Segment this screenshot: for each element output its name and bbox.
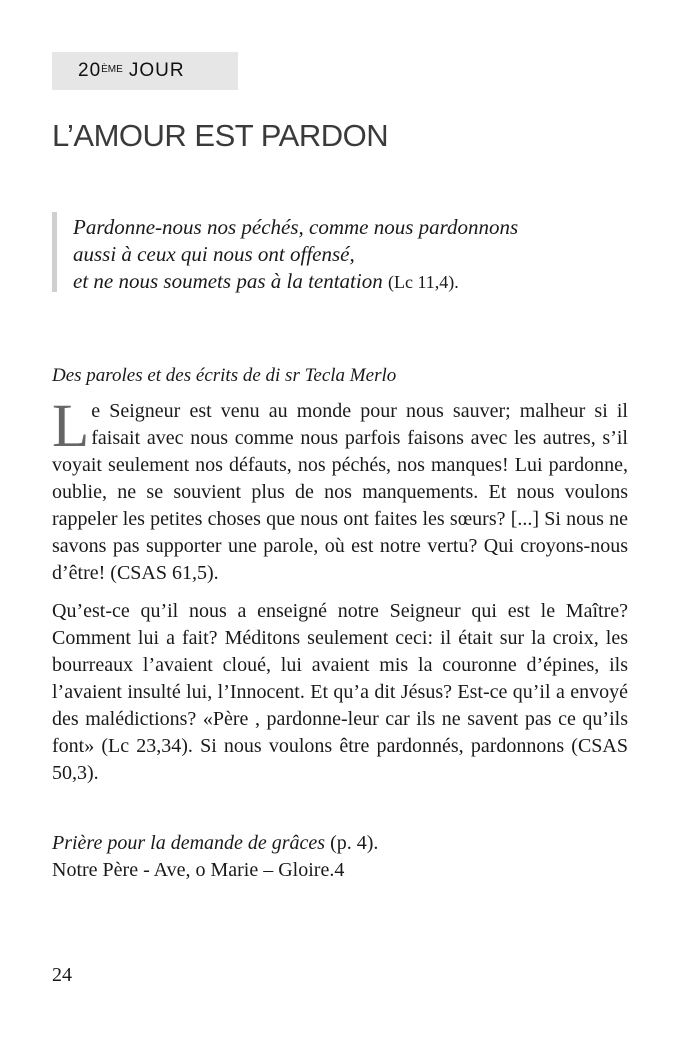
day-superscript: ÈME (101, 63, 123, 75)
prayer-label: Prière pour la demande de grâces (52, 832, 326, 854)
quote-bar (52, 212, 57, 292)
prayer-block (52, 830, 378, 884)
page-title: L’AMOUR EST PARDON (52, 118, 389, 153)
page-number: 24 (52, 964, 72, 986)
quote-line-3 (73, 268, 633, 296)
section-heading: Des paroles et des écrits de di sr Tecla Merlo (52, 365, 397, 386)
prayer-line-1 (52, 830, 378, 857)
prayer-reference: (p. 4). (325, 832, 379, 854)
body-text (52, 393, 628, 798)
quote-line-1: Pardonne-nous nos péchés, comme nous pardonnons (73, 215, 519, 239)
quote-reference: (Lc 11,4). (387, 272, 459, 292)
paragraph-1 (52, 393, 628, 587)
quote-line-2: aussi à ceux qui nous ont offensé, (73, 242, 355, 266)
prayer-line-2: Notre Père - Ave, o Marie – Gloire.4 (52, 859, 345, 881)
scripture-quote (73, 214, 633, 296)
paragraph-2: Qu’est-ce qu’il nous a enseigné notre Seigneur qui est le Maître? Comment lui a fait? Méditons seulement ceci: il était sur la croix, les bourreaux l’avaient cloué, lui avaient mis la couronne d’épines, ils l’avaient insulté lui, l’Innocent. Et qu’a dit Jésus? Est-ce qu’il a envoyé des malédictions? «Père , pardonne-leur car ils ne savent pas ce qu’ils font» (Lc 23,34). Si nous voulons être pardonnés, pardonnons (CSAS 50,3). (52, 600, 628, 784)
quote-line-3-text: et ne nous soumets pas à la tentation (73, 269, 383, 293)
drop-cap: L (52, 393, 90, 460)
paragraph-1-text: e Seigneur est venu au monde pour nous sauver; malheur si il faisait avec nous comme nous parfois faisons avec les autres, s’il voyait seulement nos défauts, nos péchés, nos manques! Lui pardonne, oublie, ne se souvient plus de nos manquements. Et nous voulons rappeler les petites choses que nous ont faites les sœurs? [...] Si nous ne savons pas supporter une parole, où est notre vertu? Qui croyons-nous d’être! (CSAS 61,5). (52, 400, 628, 584)
day-label-box (52, 52, 238, 90)
day-word: JOUR (128, 60, 185, 81)
day-number: 20 (78, 60, 102, 81)
